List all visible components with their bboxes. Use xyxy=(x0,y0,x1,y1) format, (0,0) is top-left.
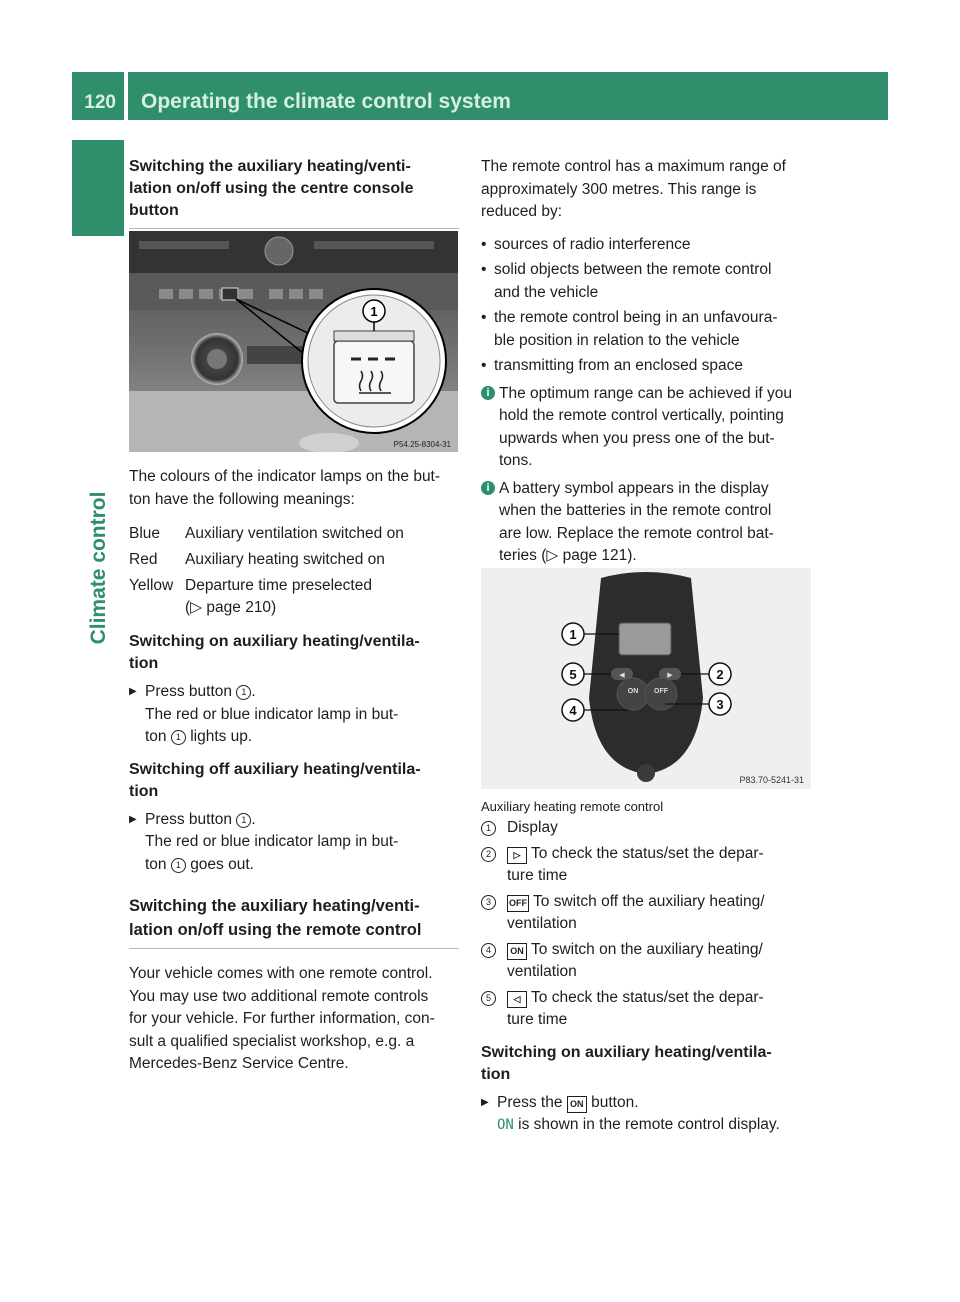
table-row xyxy=(129,573,404,621)
list-item: • the remote control being in an unfavoura- ble position in relation to the vehicle xyxy=(481,307,813,352)
chapter-title: Operating the climate control system xyxy=(141,90,511,113)
legend-item: 1 Display xyxy=(481,817,813,840)
instruction-result: The red or blue indicator lamp in but- ton 1 lights up. xyxy=(145,705,399,745)
instruction-result: ON is shown in the remote control display. xyxy=(497,1116,780,1133)
callout-label: 3 xyxy=(716,697,724,712)
intro-line: The colours of the indicator lamps on the but- xyxy=(129,468,441,485)
table-row xyxy=(129,547,404,573)
status-key-icon: ▷ xyxy=(507,847,527,864)
callout-label: 4 xyxy=(569,703,577,718)
chapter-header xyxy=(128,72,888,120)
colour-name: Blue xyxy=(129,525,161,542)
page-ref-link[interactable]: page 121). xyxy=(562,547,637,564)
list-item: • sources of radio interference xyxy=(481,234,813,257)
left-column-body xyxy=(129,466,459,1076)
instruction-result: The red or blue indicator lamp in but- ton 1 goes out. xyxy=(145,833,399,873)
centre-console-figure xyxy=(129,231,458,452)
callout-1-label: 1 xyxy=(370,304,378,319)
paragraph-line: You may use two additional remote controls xyxy=(129,987,429,1005)
callout-3-icon: 3 xyxy=(481,895,496,910)
legend-item: 5 ◁ To check the status/set the depar- ture time xyxy=(481,987,813,1032)
off-button-label: OFF xyxy=(654,688,668,695)
side-tab xyxy=(72,140,124,236)
section-heading-remote: Switching the auxiliary heating/venti- lation on/off using the remote control xyxy=(129,894,459,949)
colour-name: Red xyxy=(129,551,158,568)
callout-1-icon: 1 xyxy=(171,730,186,745)
page-number: 120 xyxy=(84,92,116,113)
page-ref-link[interactable]: page 210) xyxy=(206,599,277,616)
subheading-switch-on: Switching on auxiliary heating/ventila- tion xyxy=(129,633,420,672)
right-column-lower xyxy=(481,797,813,1137)
callout-1-icon: 1 xyxy=(236,685,251,700)
off-key-icon: OFF xyxy=(507,895,529,912)
callout-label: 2 xyxy=(716,667,724,682)
paragraph-line: Your vehicle comes with one remote control. xyxy=(129,965,433,982)
page-number-box xyxy=(72,72,124,120)
colour-meaning: Auxiliary ventilation switched on xyxy=(185,525,404,542)
on-button-label: ON xyxy=(627,688,639,695)
status-back-key-icon: ◁ xyxy=(507,991,527,1008)
callout-label: 5 xyxy=(569,667,577,682)
subheading-remote-on: Switching on auxiliary heating/ventila- tion xyxy=(481,1043,772,1083)
right-column xyxy=(481,156,813,568)
callout-label: 1 xyxy=(569,627,577,642)
instruction-step: ▶ Press button 1 . xyxy=(129,681,459,704)
on-key-icon: ON xyxy=(507,943,527,960)
info-note: i A battery symbol appears in the display when the batteries in the remote control are low. Replace the remote control bat- teries (▷ page 121). xyxy=(481,478,813,568)
table-row xyxy=(129,521,404,547)
paragraph-line: approximately 300 metres. This range is xyxy=(481,180,757,198)
legend-item: 3 OFF To switch off the auxiliary heating/ ventilation xyxy=(481,891,813,936)
left-arrow-icon: ◀ xyxy=(619,672,625,679)
info-icon: i xyxy=(481,481,495,495)
callout-2-icon: 2 xyxy=(481,847,496,862)
info-note: i The optimum range can be achieved if you hold the remote control vertically, pointing upwards when you press one of the but- tons. xyxy=(481,383,813,473)
right-arrow-icon: ▶ xyxy=(667,672,673,679)
subheading-switch-off: Switching off auxiliary heating/ventila- tion xyxy=(129,760,421,800)
info-icon: i xyxy=(481,386,495,400)
indicator-colour-table xyxy=(129,521,404,621)
legend-item: 4 ON To switch on the auxiliary heating/ ventilation xyxy=(481,939,813,984)
legend-item: 2 ▷ To check the status/set the depar- ture time xyxy=(481,843,813,888)
paragraph-line: Mercedes-Benz Service Centre. xyxy=(129,1055,349,1072)
callout-1-icon: 1 xyxy=(236,813,251,828)
figure-code: P83.70-5241-31 xyxy=(739,775,804,785)
callout-4-icon: 4 xyxy=(481,943,496,958)
instruction-step: ▶ Press the ON button. xyxy=(481,1092,813,1115)
paragraph-line: sult a qualified specialist workshop, e.g. a xyxy=(129,1032,415,1050)
list-item: • solid objects between the remote control and the vehicle xyxy=(481,259,813,304)
figure-caption: Auxiliary heating remote control xyxy=(481,799,664,814)
paragraph-line: reduced by: xyxy=(481,203,562,220)
colour-name: Yellow xyxy=(129,577,174,594)
colour-meaning: Departure time preselected (▷ page 210) xyxy=(185,577,372,616)
colour-meaning: Auxiliary heating switched on xyxy=(185,551,385,568)
section-heading-console: Switching the auxiliary heating/venti- lation on/off using the centre console button xyxy=(129,156,459,229)
callout-1-icon: 1 xyxy=(481,821,496,836)
on-key-icon: ON xyxy=(567,1096,587,1113)
page-ref-arrow-icon: ▷ xyxy=(546,547,559,564)
paragraph-line: The remote control has a maximum range of xyxy=(481,158,786,175)
callout-5-icon: 5 xyxy=(481,991,496,1006)
intro-line: ton have the following meanings: xyxy=(129,490,355,508)
side-label xyxy=(74,488,124,648)
remote-control-figure xyxy=(481,568,811,789)
display-text: ON xyxy=(497,1117,514,1133)
list-item: • transmitting from an enclosed space xyxy=(481,355,813,378)
left-column xyxy=(129,156,459,229)
figure-code: P54.25-8304-31 xyxy=(393,440,451,449)
side-label-text: Climate control xyxy=(87,491,110,645)
page-ref-arrow-icon: ▷ xyxy=(190,599,203,616)
paragraph-line: for your vehicle. For further information, con- xyxy=(129,1010,435,1027)
callout-1-icon: 1 xyxy=(171,858,186,873)
instruction-step: ▶ Press button 1 . xyxy=(129,809,459,832)
